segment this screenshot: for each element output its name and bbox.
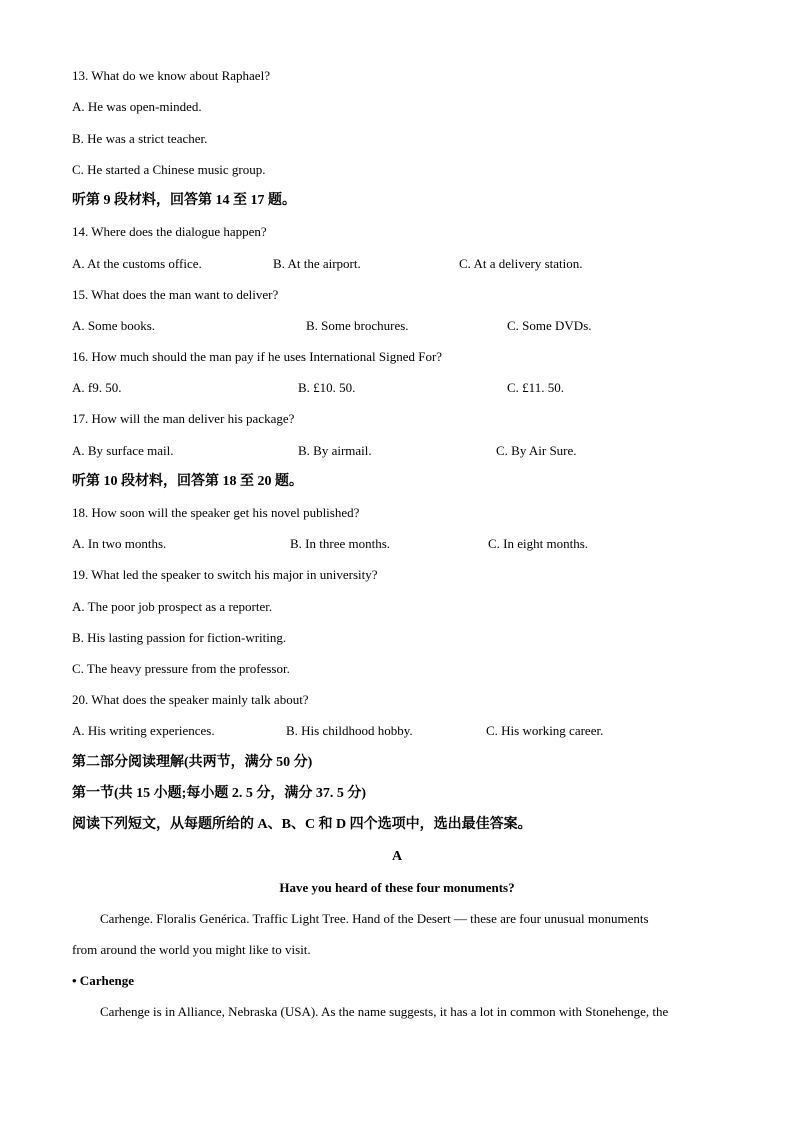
question-16: 16. How much should the man pay if he uses International Signed For?	[72, 349, 443, 364]
q14-option-b: B. At the airport.	[273, 256, 361, 271]
q20-option-a: A. His writing experiences.	[72, 723, 215, 738]
question-17: 17. How will the man deliver his package?	[72, 411, 295, 426]
section-10-header: 听第 10 段材料，回答第 18 至 20 题。	[72, 474, 303, 489]
q13-option-c: C. He started a Chinese music group.	[72, 162, 266, 177]
q20-option-b: B. His childhood hobby.	[286, 723, 413, 738]
q17-option-c: C. By Air Sure.	[496, 443, 577, 458]
q17-option-b: B. By airmail.	[298, 443, 372, 458]
section-9-header: 听第 9 段材料，回答第 14 至 17 题。	[72, 193, 296, 208]
carhenge-paragraph-line-1: Carhenge is in Alliance, Nebraska (USA). As the name suggests, it has a lot in common with Stonehenge, the	[100, 1004, 669, 1019]
question-13: 13. What do we know about Raphael?	[72, 68, 270, 83]
q16-option-b: B. £10. 50.	[298, 380, 356, 395]
q16-option-c: C. £11. 50.	[507, 380, 564, 395]
q15-option-a: A. Some books.	[72, 318, 156, 333]
carhenge-heading: • Carhenge	[72, 973, 134, 988]
q19-option-a: A. The poor job prospect as a reporter.	[72, 599, 273, 614]
q16-option-a: A. f9. 50.	[72, 380, 122, 395]
q20-option-c: C. His working career.	[486, 723, 604, 738]
question-14: 14. Where does the dialogue happen?	[72, 224, 267, 239]
q19-option-c: C. The heavy pressure from the professor.	[72, 661, 290, 676]
passage-intro-line-1: Carhenge. Floralis Genérica. Traffic Light Tree. Hand of the Desert — these are four unusual monuments	[100, 911, 649, 926]
section-1-header: 第一节(共 15 小题;每小题 2. 5 分，满分 37. 5 分)	[72, 786, 366, 801]
q15-option-c: C. Some DVDs.	[507, 318, 592, 333]
q13-option-a: A. He was open-minded.	[72, 99, 202, 114]
q15-option-b: B. Some brochures.	[306, 318, 409, 333]
passage-letter: A	[391, 849, 403, 864]
q17-option-a: A. By surface mail.	[72, 443, 174, 458]
passage-intro-line-2: from around the world you might like to visit.	[72, 942, 311, 957]
q14-option-c: C. At a delivery station.	[459, 256, 583, 271]
question-20: 20. What does the speaker mainly talk about?	[72, 692, 309, 707]
reading-instruction: 阅读下列短文，从每题所给的 A、B、C 和 D 四个选项中，选出最佳答案。	[72, 817, 532, 832]
q19-option-b: B. His lasting passion for fiction-writing.	[72, 630, 287, 645]
q18-option-b: B. In three months.	[290, 536, 391, 551]
q14-option-a: A. At the customs office.	[72, 256, 202, 271]
part-2-header: 第二部分阅读理解(共两节，满分 50 分)	[72, 755, 313, 770]
passage-title: Have you heard of these four monuments?	[279, 880, 515, 895]
question-19: 19. What led the speaker to switch his major in university?	[72, 567, 378, 582]
question-18: 18. How soon will the speaker get his novel published?	[72, 505, 360, 520]
q18-option-c: C. In eight months.	[488, 536, 589, 551]
q18-option-a: A. In two months.	[72, 536, 167, 551]
question-15: 15. What does the man want to deliver?	[72, 287, 279, 302]
q13-option-b: B. He was a strict teacher.	[72, 131, 208, 146]
